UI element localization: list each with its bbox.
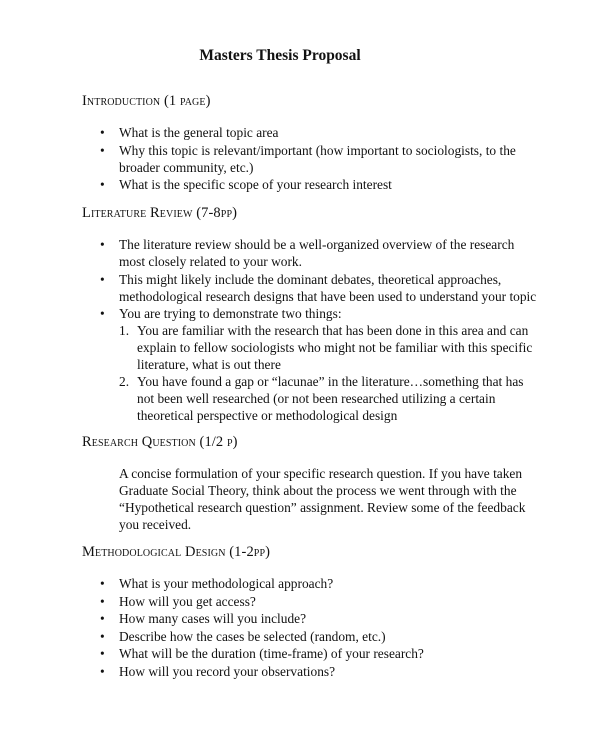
introduction-list xyxy=(100,124,540,194)
list-item: • How will you get access? xyxy=(100,593,540,610)
list-item: • Why this topic is relevant/important (how important to sociologists, to the broader community, etc.) xyxy=(100,142,540,176)
list-item: • How many cases will you include? xyxy=(100,610,540,627)
list-item: • What is the specific scope of your research interest xyxy=(100,176,540,193)
literature-review-list xyxy=(100,236,540,425)
list-item-text: You are trying to demonstrate two things: xyxy=(119,306,342,321)
list-item: • How will you record your observations? xyxy=(100,663,540,680)
section-heading-methodological-design: Methodological Design (1-2pp) xyxy=(82,544,271,560)
numbered-item-text: You have found a gap or “lacunae” in the literature…something that has not been well researched (or not been researched utilizing a certain theoretical perspective or methodological design xyxy=(137,374,524,423)
section-heading-literature-review: Literature Review (7-8pp) xyxy=(82,205,238,221)
numbered-item-text: You are familiar with the research that has been done in this area and can explain to fellow sociologists who might not be familiar with this specific literature, what is out there xyxy=(137,323,533,372)
section-heading-introduction: Introduction (1 page) xyxy=(82,93,211,109)
list-item: • The literature review should be a well-organized overview of the research most closely related to your work. xyxy=(100,236,540,270)
page-title: Masters Thesis Proposal xyxy=(199,47,361,64)
research-question-paragraph: A concise formulation of your specific research question. If you have taken Graduate Social Theory, think about the process we went through with the “Hypothetical research question” assignment. Review some of the feedback you received. xyxy=(119,466,526,532)
numbered-item xyxy=(119,373,540,424)
item-number: 2. xyxy=(119,374,130,389)
list-item: • What is the general topic area xyxy=(100,124,540,141)
list-item: • What will be the duration (time-frame) of your research? xyxy=(100,645,540,662)
numbered-item xyxy=(119,322,540,373)
item-number: 1. xyxy=(119,323,130,338)
numbered-sublist xyxy=(119,322,540,424)
section-heading-research-question: Research Question (1/2 p) xyxy=(82,434,238,450)
methodological-design-list xyxy=(100,575,540,680)
list-item: • This might likely include the dominant debates, theoretical approaches, methodological research designs that have been used to understand your topic xyxy=(100,271,540,305)
list-item: • What is your methodological approach? xyxy=(100,575,540,592)
list-item: • Describe how the cases be selected (random, etc.) xyxy=(100,628,540,645)
list-item xyxy=(100,305,540,424)
